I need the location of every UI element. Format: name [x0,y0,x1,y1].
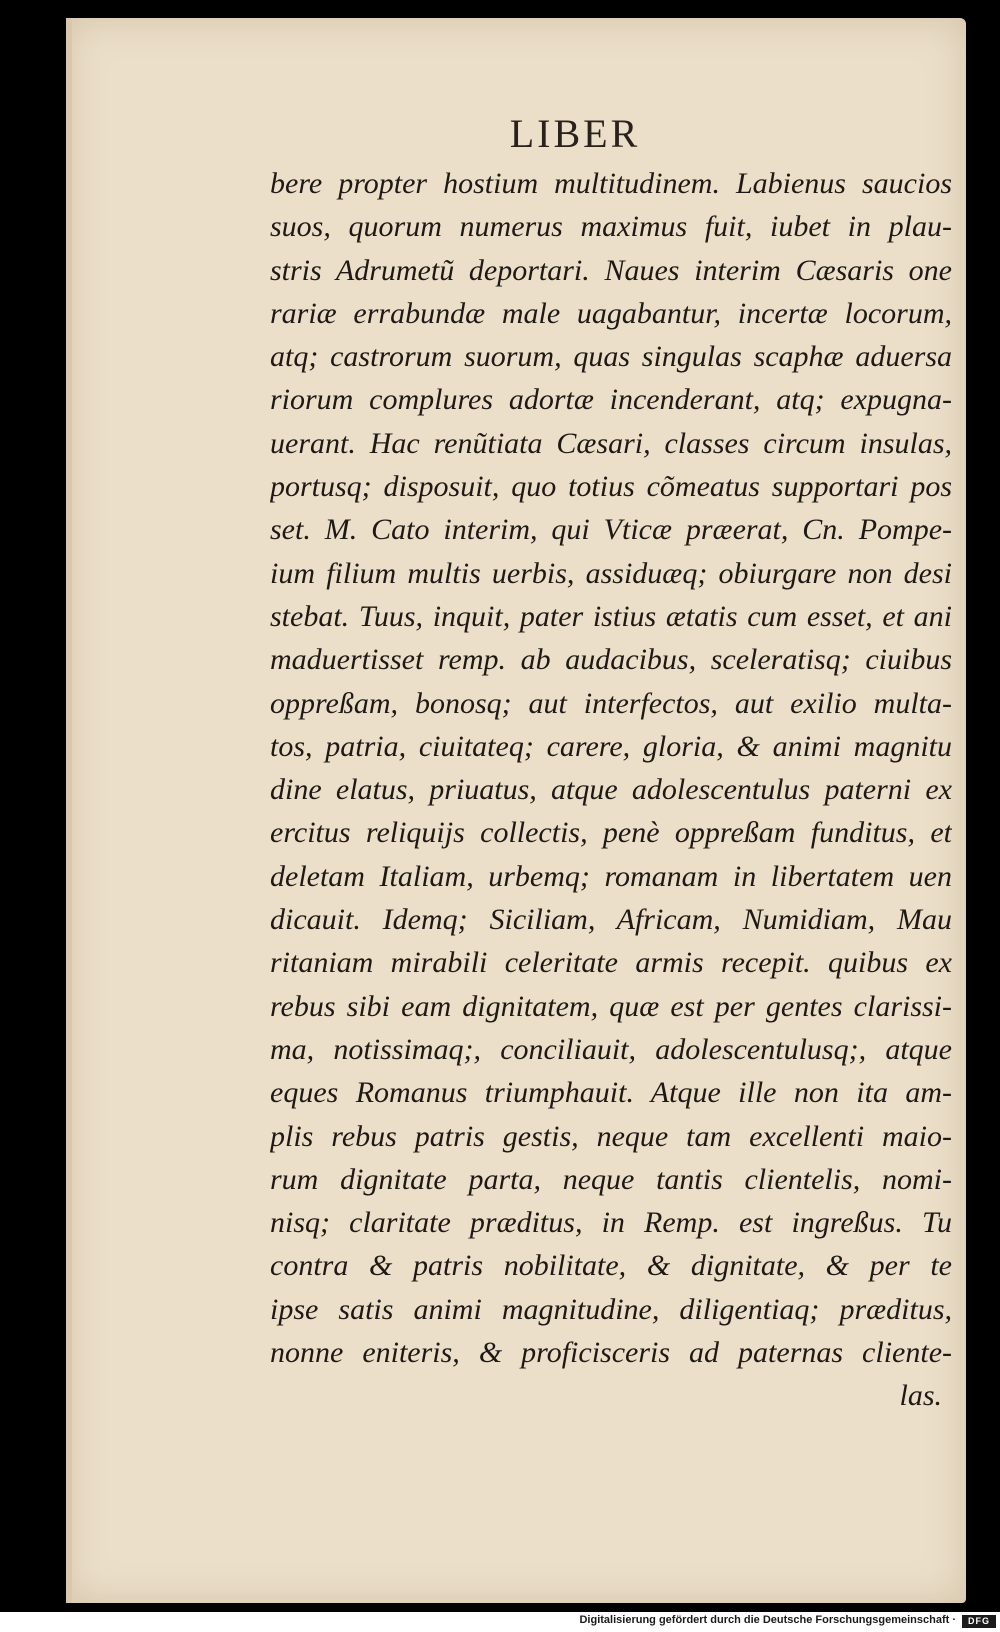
text-line: oppreßam, bonosq; aut interfectos, aut exilio multa- [270,686,952,720]
text-line: dine elatus, priuatus, atque adolescentulus paterni ex [270,773,952,807]
text-line: riorum complures adortæ incenderant, atq; expugna- [270,383,952,417]
text-line: tos, patria, ciuitateq; carere, gloria, & animi magnitu [270,729,952,763]
text-line: ma, notissimaq;, conciliauit, adolescentulusq;, atque [270,1032,952,1066]
text-line: bere propter hostium multitudinem. Labienus saucios [270,167,952,200]
catchword: las. [899,1379,942,1413]
text-line: rebus sibi eam dignitatem, quæ est per gentes clarissi- [270,989,952,1023]
text-line: ipse satis animi magnitudine, diligentiaq; præditus, [270,1292,952,1326]
text-line: deletam Italiam, urbemq; romanam in libertatem uen [270,859,952,893]
text-line: plis rebus patris gestis, neque tam excellenti maio- [270,1119,952,1153]
text-line: uerant. Hac renũtiata Cæsari, classes circum insulas, [270,426,952,460]
text-line: set. M. Cato interim, qui Vticæ præerat, Cn. Pompe- [270,513,952,547]
running-head: LIBER [509,111,641,156]
page-edge [66,18,72,1603]
text-line: portusq; disposuit, quo totius cõmeatus supportari pos [270,470,952,504]
text-line: stebat. Tuus, inquit, pater istius ætatis cum esset, et ani [270,599,952,633]
text-line: rum dignitate parta, neque tantis clientelis, nomi- [270,1162,952,1196]
text-line: maduertisset remp. ab audacibus, sceleratisq; ciuibus [270,643,952,677]
text-line: suos, quorum numerus maximus fuit, iubet in plau- [270,210,952,244]
dfg-logo-icon: DFG [962,1615,996,1628]
text-line: stris Adrumetũ deportari. Naues interim Cæsaris one [270,253,952,287]
funding-notice: Digitalisierung gefördert durch die Deutsche Forschungsgemeinschaft · [579,1614,956,1626]
text-line: ercitus reliquijs collectis, penè oppreßam funditus, et [270,816,952,850]
text-line: ium filium multis uerbis, assiduæq; obiurgare non desi [270,556,952,590]
footer-bar [0,1612,1000,1632]
text-line: rariæ errabundæ male uagabantur, incertæ locorum, [270,296,952,330]
text-line: ritaniam mirabili celeritate armis recepit. quibus ex [270,946,952,980]
text-line: eques Romanus triumphauit. Atque ille non ita am- [270,1076,952,1110]
text-line: nonne eniteris, & proficisceris ad paternas cliente- [270,1336,952,1370]
text-line: contra & patris nobilitate, & dignitate, & per te [270,1249,952,1283]
body-text [270,162,952,1418]
text-line: nisq; claritate præditus, in Remp. est ingreßus. Tu [270,1206,952,1240]
text-line: atq; castrorum suorum, quas singulas scaphæ aduersa [270,340,952,374]
text-line: dicauit. Idemq; Siciliam, Africam, Numidiam, Mau [270,903,952,937]
